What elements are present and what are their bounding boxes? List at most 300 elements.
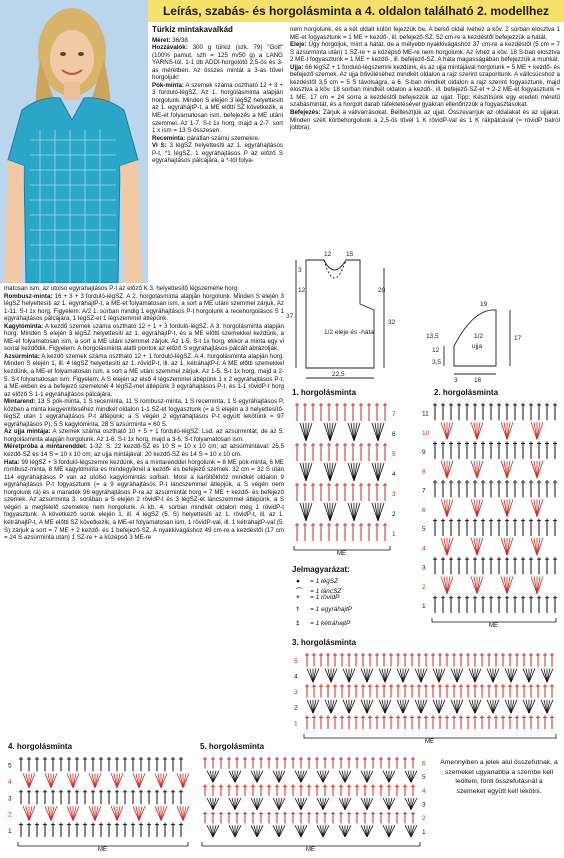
instruction-label: Recemínta:: [152, 134, 186, 142]
row-number: 6: [422, 506, 426, 514]
stitch-mark: [403, 700, 409, 714]
stitch-mark: [537, 422, 543, 439]
row-number: 3: [422, 801, 426, 809]
stitch-mark: [158, 806, 161, 820]
stitch-mark: [298, 771, 301, 783]
stitch-mark: [477, 576, 483, 593]
stitch-mark: [301, 771, 304, 783]
stitch-mark: [531, 499, 537, 516]
stitch-mark: [325, 700, 331, 714]
stitch-mark: [537, 499, 540, 516]
pattern-2-title: 2. horgolásminta: [434, 388, 499, 397]
stitch-mark: [421, 669, 424, 683]
stitch-mark: [537, 538, 543, 555]
stitch-mark: [307, 700, 313, 714]
stitch-mark: [511, 700, 517, 714]
stitch-mark: [364, 798, 367, 810]
stitch-mark: [51, 773, 57, 787]
stitch-mark: [477, 538, 483, 555]
stitch-mark: [493, 700, 499, 714]
stitch-mark: [210, 798, 213, 810]
stitch-mark: [382, 669, 385, 683]
stitch-mark: [471, 538, 477, 555]
stitch-mark: [67, 773, 73, 787]
row-number: 5: [294, 657, 298, 665]
stitch-mark: [92, 806, 95, 820]
stitch-mark: [95, 806, 101, 820]
stitch-mark: [385, 700, 391, 714]
instruction-paragraph: [4, 443, 284, 458]
stitch-mark: [111, 806, 117, 820]
repeat-label: ME: [98, 847, 107, 852]
stitch-mark: [441, 422, 447, 439]
stitch-mark: [526, 669, 529, 683]
stitch-mark: [349, 700, 355, 714]
stitch-mark: [378, 463, 384, 481]
stitch-mark: [301, 798, 304, 810]
stitch-mark: [469, 700, 475, 714]
stitch-mark: [537, 461, 543, 478]
stitch-mark: [501, 461, 507, 478]
treble-crochet-icon: ‡: [296, 620, 300, 627]
stitch-mark: [547, 669, 553, 683]
stitch-mark: [403, 669, 406, 683]
stitch-mark: [70, 806, 73, 820]
stitch-mark: [375, 503, 378, 521]
stitch-mark: [23, 806, 29, 820]
stitch-mark: [441, 499, 447, 516]
dim-label: 12: [324, 251, 332, 258]
col-a-paragraphs: [152, 37, 283, 165]
stitch-mark: [161, 806, 167, 820]
stitch-mark: [378, 503, 384, 521]
stitch-mark: [26, 806, 29, 820]
stitch-mark: [351, 463, 354, 481]
stitch-mark: [279, 771, 285, 783]
pattern-3-chart: [292, 648, 560, 744]
row-number: 4: [392, 471, 396, 478]
stitch-mark: [457, 700, 460, 714]
stitch-mark: [477, 422, 483, 439]
stitch-mark: [400, 700, 403, 714]
stitch-mark: [351, 503, 354, 521]
piece-label: ujja: [472, 343, 483, 350]
stitch-mark: [273, 825, 279, 837]
instruction-paragraph: [4, 428, 284, 443]
legend-item: + = 1 rövidP: [296, 594, 340, 601]
schematic-diagram: [284, 248, 564, 383]
stitch-mark: [251, 771, 257, 783]
stitch-mark: [433, 700, 439, 714]
stitch-mark: [330, 463, 336, 481]
dim-label: 20: [378, 287, 386, 294]
stitch-mark: [454, 669, 457, 683]
instruction-paragraph: [4, 323, 284, 353]
stitch-mark: [454, 700, 457, 714]
row-number: 9: [422, 449, 426, 457]
repeat-bracket: [202, 842, 420, 846]
stitch-mark: [507, 576, 510, 593]
pattern-5-chart: [198, 752, 434, 852]
stitch-mark: [254, 771, 257, 783]
row-number: 3: [422, 564, 426, 572]
instruction-paragraph: [152, 37, 283, 45]
stitch-mark: [235, 771, 241, 783]
stitch-mark: [301, 825, 304, 837]
stitch-mark: [354, 423, 360, 441]
stitch-mark: [501, 538, 507, 555]
stitch-mark: [51, 773, 54, 787]
instruction-text: 16 + 3 + 3 forduló-légSZ. A 2. horgolásminta alapján horgolunk. Minden S elején 3 légSZ helyettesíti az 1. egyráhajtP-t, a ME-et folyamatosan ism, a sort a ME utáni szemmel zárjuk. Az 1-11. S-t 1x horg. Figyelem: A/2 1. sorban mindig 1 egyráhajtásos P-t horgolunk a recehorgolásos S 1 egyráhajtásos pálcájára, 1 légSZ-et 1 légszemmel átlépünk.: [4, 292, 284, 323]
stitch-mark: [180, 806, 183, 820]
stitch-mark: [276, 798, 279, 810]
stitch-mark: [361, 771, 367, 783]
stitch-mark: [490, 669, 493, 683]
instruction-text: A kezdő szemek száma osztható 12 + 1 + 3 forduló-légSZ. A 3. horgolásminta alapján horg. Minden S elején 3 légSZ helyettesíti az 1. egyráhajtP-t, és a ME előtti szemekkel kezdünk, a ME-et folyamatosan ism, a sort a ME utáni szemmel zárjuk. Az 1-5. S-t 1x horg, ekkor a minta egy vi sorral kezdődik. Figyelem: A horgolásminta alatti pontok az előző S egyráhajtásos pálcáit ábrázolják.: [4, 322, 284, 353]
row-number: 4: [422, 787, 426, 795]
stitch-mark: [439, 700, 445, 714]
stitch-mark: [345, 798, 348, 810]
stitch-mark: [367, 825, 373, 837]
stitch-mark: [507, 422, 510, 439]
stitch-mark: [306, 503, 312, 521]
stitch-mark: [136, 773, 139, 787]
stitch-mark: [472, 700, 475, 714]
model-photo: [0, 0, 148, 283]
row-number: 4: [8, 778, 12, 786]
stitch-mark: [389, 771, 395, 783]
stitch-mark: [207, 825, 213, 837]
stitch-mark: [471, 461, 477, 478]
stitch-mark: [475, 669, 478, 683]
stitch-mark: [323, 825, 329, 837]
stitch-mark: [180, 773, 183, 787]
instruction-label: Ujja:: [290, 63, 304, 71]
stitch-mark: [232, 771, 235, 783]
stitch-mark: [301, 771, 307, 783]
stitch-mark: [161, 773, 167, 787]
stitch-mark: [469, 669, 475, 683]
instruction-label: Pók-minta:: [152, 81, 184, 89]
instruction-label: Rombusz-minta:: [4, 292, 53, 300]
stitch-mark: [364, 771, 367, 783]
repeat-bracket: [18, 842, 188, 846]
stitch-mark: [475, 700, 478, 714]
stitch-mark: [323, 771, 329, 783]
stitch-mark: [364, 825, 367, 837]
stitch-mark: [474, 538, 477, 555]
instruction-text: 66 légSZ + 1 forduló-légszemre kezdünk, és az ujja mintájával horgolunk = 5 ME + kezdő- és befejező szemek. Az ujja bővüléséhez mindkét oldalon a rajz szerint szaporítunk. A vállcsúcshoz a kezdéstől 3,5 cm = 5 S távolságra, a 6. S-ban mindkét oldalon a rajz szerint fogyasztunk, majd elosztva a köv. 18 sorban mindkét oldalon a kezdő-, ill. befejező-SZ-et + 2-2 ME-et fogyasztunk = 1 ME. 17 cm = 24 sorra a kezdéstől befejezzük az ujjat. Tipp: Készítsünk egy eredeti méretű szabásmintát, és a horgolt darab ráfektetésével gyakran ellenőrizzük a fogyasztásokat.: [290, 63, 560, 109]
stitch-mark: [397, 669, 403, 683]
dim-label: 22,5: [332, 371, 345, 378]
stitch-mark: [342, 771, 345, 783]
stitch-mark: [155, 806, 161, 820]
stitch-mark: [298, 798, 301, 810]
stitch-mark: [474, 461, 477, 478]
stitch-mark: [411, 798, 417, 810]
stitch-mark: [544, 700, 547, 714]
stitch-mark: [213, 798, 216, 810]
stitch-mark: [405, 798, 411, 810]
stitch-mark: [298, 825, 301, 837]
stitch-mark: [29, 773, 32, 787]
instruction-paragraph: [152, 82, 283, 135]
dim-label: 15: [346, 251, 354, 258]
stitch-mark: [324, 463, 330, 481]
stitch-mark: [354, 463, 360, 481]
stitch-mark: [254, 825, 257, 837]
stitch-mark: [534, 499, 537, 516]
stitch-mark: [378, 463, 381, 481]
stitch-mark: [451, 700, 457, 714]
stitch-mark: [177, 806, 183, 820]
col-c-paragraphs: [290, 26, 560, 132]
row-number: 3: [294, 689, 298, 697]
stitch-mark: [367, 771, 373, 783]
stitch-mark: [433, 669, 439, 683]
dim-label: 12: [432, 347, 440, 354]
stitch-mark: [210, 825, 213, 837]
instruction-label: Méret:: [152, 36, 171, 44]
stitch-mark: [447, 499, 450, 516]
stitch-mark: [257, 771, 260, 783]
stitch-mark: [306, 463, 312, 481]
stitch-mark: [207, 771, 213, 783]
stitch-mark: [534, 422, 537, 439]
stitch-mark: [327, 503, 330, 521]
stitch-mark: [213, 825, 216, 837]
stitch-mark: [183, 806, 189, 820]
legend-item: ⌒ = 1 láncSZ: [296, 588, 342, 595]
stitch-mark: [529, 700, 535, 714]
stitch-mark: [526, 700, 529, 714]
instruction-text: A szemek száma osztható 12 + 3 + 3 forduló-légSZ. Az 1. horgolásminta alapján horgolunk. Minden S elején 3 légSZ helyettesíti az 1. egyráhájtP-t, a ME előtti SZ következik, a ME-et folyamatosan ism, befejezés a ME utáni szemmel. Az 1-7. S-t 1x horg, majd a 2-7. sort 1 x ism = 13 S összesen.: [152, 81, 283, 135]
stitch-mark: [207, 798, 213, 810]
stitch-mark: [411, 798, 414, 810]
stitch-mark: [389, 771, 392, 783]
stitch-mark: [361, 825, 367, 837]
pattern-4-chart: [6, 752, 192, 852]
stitch-mark: [493, 669, 496, 683]
row-number: 8: [422, 468, 426, 476]
instruction-paragraph: [290, 64, 560, 109]
stitch-mark: [235, 825, 238, 837]
legend-title: Jelmagyarázat:: [292, 565, 350, 574]
stitch-mark: [487, 669, 493, 683]
stitch-mark: [257, 798, 263, 810]
row-number: 11: [422, 410, 429, 418]
stitch-mark: [447, 422, 450, 439]
stitch-mark: [26, 773, 29, 787]
stitch-mark: [441, 538, 447, 555]
model-title: Türkiz mintakavalkád: [152, 26, 233, 34]
stitch-mark: [213, 798, 219, 810]
stitch-mark: [73, 773, 79, 787]
dim-label: 32: [388, 319, 396, 326]
stitch-mark: [531, 461, 537, 478]
header-banner: [148, 0, 564, 22]
stitch-mark: [317, 825, 323, 837]
instruction-paragraph: [290, 109, 560, 132]
instruction-paragraph: [4, 459, 284, 542]
stitch-mark: [504, 422, 507, 439]
stitch-mark: [508, 669, 511, 683]
stitch-mark: [493, 700, 496, 714]
stitch-mark: [411, 825, 417, 837]
instruction-text: 1-32. S: 22 kezdő-SZ és 10 S = 10 x 10 cm; az azsúrmintával: 25,5 kezdő-SZ és 14 S = 10 x 10 cm; az ujja mintájával: 20 kezdő-SZ és 14 S = 10 x 10 cm.: [4, 443, 284, 459]
stitch-mark: [324, 423, 330, 441]
stitch-mark: [367, 798, 370, 810]
stitch-mark: [537, 499, 543, 516]
row-number: 2: [8, 811, 12, 819]
stitch-mark: [276, 771, 279, 783]
stitch-mark: [310, 700, 313, 714]
stitch-mark: [504, 499, 507, 516]
stitch-mark: [367, 825, 370, 837]
stitch-mark: [378, 423, 384, 441]
dim-label: 3,5: [432, 359, 442, 366]
stitch-mark: [306, 503, 309, 521]
stitch-mark: [501, 499, 507, 516]
piece-label: 1/2 eleje és -háta: [324, 329, 374, 336]
stitch-mark: [436, 700, 439, 714]
row-number: 2: [422, 583, 426, 591]
instructions-column-main: [4, 285, 284, 737]
stitch-mark: [323, 771, 326, 783]
stitch-mark: [501, 422, 507, 439]
stitch-mark: [232, 825, 235, 837]
stitch-mark: [504, 461, 507, 478]
stitch-mark: [343, 700, 349, 714]
stitch-mark: [279, 825, 282, 837]
stitch-mark: [133, 806, 139, 820]
row-number: 7: [422, 487, 426, 495]
stitch-mark: [361, 798, 367, 810]
page-title: Leírás, szabás- és horgolásminta a 4. oldalon található 2. modellhez: [162, 4, 550, 18]
dim-label: 13,5: [426, 333, 439, 340]
stitch-mark: [511, 669, 517, 683]
stitch-mark: [411, 825, 414, 837]
stitch-mark: [303, 463, 306, 481]
model-illustration: [0, 0, 148, 283]
stitch-mark: [139, 773, 142, 787]
row-number: 2: [294, 704, 298, 712]
stitch-mark: [415, 669, 421, 683]
stitch-mark: [345, 825, 351, 837]
row-number: 1: [392, 531, 396, 538]
stitch-mark: [331, 700, 337, 714]
stitch-mark: [408, 825, 411, 837]
stitch-mark: [323, 798, 329, 810]
dim-label: 3: [298, 267, 302, 274]
stitch-mark: [474, 576, 477, 593]
instruction-text: Zárjuk a vállvarrásokat. Beillesztjük az ujjat. Összevarrjuk az oldalakat és az ujjakat. Minden szélt körbehorgolunk a 2,5-ös tűvel 1 K rövidP-val és 1 K rákpálcával (= rövidP balról jobbra).: [290, 109, 560, 132]
stitch-mark: [547, 669, 550, 683]
stitch-mark: [447, 461, 453, 478]
instruction-label: Azsúrminta:: [4, 352, 40, 360]
stitch-mark: [386, 798, 389, 810]
stitch-mark: [511, 700, 514, 714]
stitch-mark: [523, 700, 529, 714]
stitch-mark: [351, 423, 354, 441]
stitch-mark: [544, 669, 547, 683]
instruction-text: A szemek száma osztható 10 + 5 + 1 forduló-légSZ. Lsd. az azsúrmintát, de az 5. horgolásminta alapján horgolunk. Az 1-6. S-t 1x horg, majd a 3-6. S-t folyamatosan ism.: [4, 428, 284, 443]
stitch-mark: [439, 669, 442, 683]
instruction-label: Méretpróba a mintarenddel:: [4, 443, 88, 451]
instructions-column-right: [290, 26, 560, 246]
stitch-mark: [95, 773, 101, 787]
stitch-mark: [361, 700, 367, 714]
stitch-mark: [354, 503, 357, 521]
stitch-mark: [339, 771, 345, 783]
stitch-mark: [477, 499, 483, 516]
stitch-mark: [331, 669, 337, 683]
stitch-mark: [92, 773, 95, 787]
stitch-mark: [295, 825, 301, 837]
instruction-label: Befejezés:: [290, 109, 321, 117]
row-number: 10: [422, 429, 430, 437]
stitch-mark: [279, 798, 285, 810]
stitch-mark: [300, 423, 306, 441]
instruction-text: páratlan számú szemekre.: [185, 134, 260, 142]
stitch-mark: [306, 423, 312, 441]
stitch-mark: [444, 461, 447, 478]
stitch-mark: [372, 503, 378, 521]
instruction-label: Mintarend:: [4, 398, 36, 406]
stitch-mark: [29, 773, 35, 787]
stitch-mark: [534, 538, 537, 555]
stitch-mark: [210, 771, 213, 783]
stitch-mark: [389, 825, 395, 837]
stitch-mark: [531, 538, 537, 555]
col-b-paragraphs: [4, 285, 284, 542]
repeat-bracket: [304, 734, 556, 738]
stitch-mark: [372, 463, 378, 481]
stitch-mark: [378, 423, 381, 441]
stitch-mark: [447, 499, 453, 516]
stitch-mark: [367, 798, 373, 810]
stitch-mark: [547, 700, 553, 714]
stitch-mark: [385, 669, 388, 683]
stitch-mark: [447, 538, 453, 555]
stitch-mark: [472, 669, 475, 683]
stitch-mark: [229, 798, 235, 810]
row-number: 6: [422, 760, 426, 768]
stitch-mark: [379, 700, 385, 714]
stitch-mark: [408, 771, 411, 783]
stitch-mark: [385, 700, 388, 714]
stitch-mark: [331, 700, 334, 714]
stitch-mark: [447, 538, 450, 555]
stitch-mark: [441, 461, 447, 478]
stitch-mark: [403, 700, 406, 714]
row-number: 3: [392, 491, 396, 498]
stitch-mark: [507, 538, 510, 555]
stitch-mark: [386, 771, 389, 783]
repeat-bracket: [294, 546, 390, 550]
stitch-mark: [541, 669, 547, 683]
stitch-mark: [504, 576, 507, 593]
stitch-mark: [139, 806, 145, 820]
stitch-mark: [325, 669, 331, 683]
stitch-mark: [405, 771, 411, 783]
instruction-text: nem horgolunk, és a két oldalt külön fejezzük be. A belső oldal ívéhez a köv. 2 sorban elosztva 1 ME-et fogyasztunk = 1 ME + kezdő-, ill. befejező-SZ. 52 cm-re a kezdéstől befejezzük a hátát.: [290, 26, 560, 41]
stitch-mark: [161, 806, 164, 820]
stitch-mark: [348, 503, 354, 521]
stitch-mark: [345, 771, 348, 783]
stitch-mark: [161, 773, 164, 787]
stitch-mark: [529, 700, 532, 714]
